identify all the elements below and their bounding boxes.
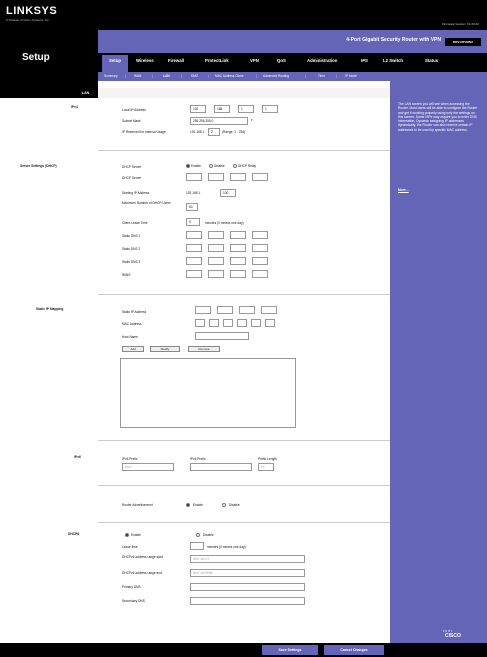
subtab-separator: | — [125, 74, 126, 78]
mac-address-label: MAC Address — [122, 322, 142, 326]
divider — [98, 485, 390, 486]
prefix-length-label: Prefix Length — [258, 457, 277, 461]
subtab-time[interactable]: Time — [318, 74, 325, 78]
subtab-separator: | — [208, 74, 209, 78]
router-adv-disable-radio[interactable] — [222, 503, 226, 507]
help-sidebar — [390, 81, 487, 643]
tab-vpn[interactable]: VPN — [250, 58, 259, 63]
primary-dns-label: Primary DNS — [122, 585, 141, 589]
local-ip-octet-4[interactable]: 1 — [262, 105, 278, 113]
local-ip-octet-2[interactable]: 168 — [214, 105, 230, 113]
local-ip-octet-3[interactable]: 1 — [238, 105, 254, 113]
section-title: Setup — [22, 52, 50, 63]
chevron-down-icon: ▾ — [251, 118, 253, 122]
dhcp6-disable-label: Disable — [203, 533, 214, 537]
static-ip-label: Static IP Address — [122, 310, 147, 314]
subtab-wan[interactable]: WAN — [134, 74, 142, 78]
lease-time-hint: minutes (0 means one day) — [205, 221, 244, 225]
dhcp6-section-label: DHCP6 — [68, 532, 80, 536]
static-ip-mapping-label: Static IP Mapping — [36, 307, 64, 311]
max-users-label: Maximum Number of DHCP Users — [122, 201, 171, 205]
subtab-separator: | — [305, 74, 306, 78]
model-badge: RRV140VMNU — [445, 38, 481, 46]
dhcp6-lease-input[interactable] — [190, 542, 204, 550]
divider — [98, 440, 390, 441]
start-ip-label: Starting IP Address — [122, 191, 150, 195]
dhcp-relay-radio[interactable] — [233, 164, 237, 168]
dhcp6-enable-label: Enable — [131, 533, 141, 537]
product-name: 4-Port Gigabit Security Router with VPN — [346, 37, 441, 43]
divider — [98, 150, 390, 151]
mac-octet-1[interactable] — [195, 319, 205, 327]
dhcp-server-octet-2[interactable] — [208, 173, 224, 181]
host-name-label: Host Name — [122, 335, 138, 339]
dhcp-server-octet-3[interactable] — [230, 173, 246, 181]
dhcp-disable-radio[interactable] — [209, 164, 213, 168]
subtab-advanced-routing[interactable]: Advanced Routing — [263, 74, 290, 78]
subtab-row — [98, 72, 487, 81]
subtab-ip-mode[interactable]: IP Mode — [345, 74, 357, 78]
subtab-separator: | — [181, 74, 182, 78]
divider — [98, 294, 390, 295]
content-header-band — [98, 88, 390, 98]
lease-time-input[interactable]: 0 — [186, 218, 200, 226]
dns3-octet-3[interactable] — [230, 257, 246, 265]
tab-firewall[interactable]: Firewall — [168, 58, 185, 63]
dns3-octet-2[interactable] — [208, 257, 224, 265]
secondary-dns-input[interactable] — [190, 597, 305, 605]
static-mapping-list[interactable] — [120, 358, 296, 428]
dhcp6-range-start-input[interactable]: fec0::ae:0:1 — [190, 555, 305, 563]
tab-wireless[interactable]: Wireless — [136, 58, 154, 63]
subtab-separator: | — [256, 74, 257, 78]
dns2-octet-3[interactable] — [230, 244, 246, 252]
wins-octet-3[interactable] — [230, 270, 246, 278]
dns1-octet-3[interactable] — [230, 231, 246, 239]
static-ip-octet-1[interactable] — [195, 306, 211, 314]
router-adv-label: Router Advertisement — [122, 503, 153, 507]
wins-octet-1[interactable] — [186, 270, 202, 278]
wins-label: WINS — [122, 273, 131, 277]
subnet-mask-label: Subnet Mask — [122, 119, 141, 123]
dhcp6-range-start-label: DHCPv6 address range start — [122, 555, 163, 559]
tab-l2-switch[interactable]: L2 Switch — [383, 58, 404, 63]
static-dns-3-label: Static DNS 3 — [122, 260, 141, 264]
prefix-length-input[interactable]: 64 — [258, 463, 274, 471]
secondary-dns-label: Secondary DNS — [122, 599, 145, 603]
static-dns-2-label: Static DNS 2 — [122, 247, 141, 251]
dhcp-enable-label: Enable — [191, 164, 201, 168]
mac-octet-5[interactable] — [251, 319, 261, 327]
modify-button[interactable]: Modify — [150, 346, 180, 352]
dhcp6-range-end-input[interactable]: fec0::ae:fff:fffe — [190, 569, 305, 577]
subtab-dmz[interactable]: DMZ — [191, 74, 198, 78]
dns1-octet-1[interactable] — [186, 231, 202, 239]
router-adv-disable-label: Disable — [229, 503, 240, 507]
start-ip-prefix: 192.168.1. — [186, 191, 202, 195]
dhcp6-lease-label: Lease time — [122, 545, 138, 549]
wins-octet-4[interactable] — [252, 270, 268, 278]
lease-time-label: Client Lease Time — [122, 221, 148, 225]
static-dns-1-label: Static DNS 1 — [122, 234, 141, 238]
subtab-summary[interactable]: Summary — [104, 74, 118, 78]
static-ip-octet-4[interactable] — [261, 306, 277, 314]
firmware-version: Firmware Version: V1.00.02 — [441, 22, 479, 26]
remove-button[interactable]: Remove — [188, 346, 220, 352]
static-ip-octet-2[interactable] — [217, 306, 233, 314]
max-users-input[interactable]: 50 — [186, 203, 198, 211]
host-name-input[interactable] — [195, 332, 249, 340]
dhcp6-enable-radio[interactable] — [125, 533, 129, 537]
top-bar — [0, 0, 487, 30]
dns1-octet-2[interactable] — [208, 231, 224, 239]
cisco-logo: CISCO — [445, 633, 461, 639]
dhcp-enable-radio[interactable] — [186, 164, 190, 168]
subtab-separator: | — [336, 74, 337, 78]
dhcp6-range-end-label: DHCPv6 address range end — [122, 571, 162, 575]
dhcp-server-octet-1[interactable] — [186, 173, 202, 181]
local-ip-octet-1[interactable]: 192 — [190, 105, 206, 113]
help-text: The LAN screen you will see when accessing the Router. Most users will be able to configure the Router and get it working properly using only the settings on this screen. Some ISPs may require you to enter DNS information. Dynamic assigning IP addresses dynamically; the Router can also reserve certain IP addresses to be used by specific MAC address. — [398, 102, 478, 132]
subtab-separator: | — [152, 74, 153, 78]
dhcp6-disable-radio[interactable] — [196, 533, 200, 537]
dhcp-server-mode-label: DHCP Server — [122, 165, 142, 169]
tab-qos[interactable]: QoS — [277, 58, 286, 63]
reserved-ip-label: IP Reserved for Internal Usage — [122, 130, 166, 134]
router-adv-enable-label: Enable — [193, 503, 203, 507]
cisco-bars-icon: ılıılı — [443, 628, 453, 633]
dns3-octet-4[interactable] — [252, 257, 268, 265]
dns3-octet-1[interactable] — [186, 257, 202, 265]
more-link[interactable]: More... — [398, 188, 409, 192]
ipv6-prefix-label: IPv6 Prefix — [122, 457, 138, 461]
reserved-ip-input[interactable]: 2 — [208, 128, 220, 136]
mac-octet-4[interactable] — [237, 319, 247, 327]
dns2-octet-2[interactable] — [208, 244, 224, 252]
subnet-mask-select[interactable]: 255.255.255.0 — [190, 117, 248, 125]
linksys-logo: LINKSYS — [6, 5, 58, 17]
left-column — [0, 88, 98, 643]
static-ip-octet-3[interactable] — [239, 306, 255, 314]
dns2-octet-1[interactable] — [186, 244, 202, 252]
mac-octet-6[interactable] — [265, 319, 275, 327]
tab-administration[interactable]: Administration — [307, 58, 338, 63]
local-ip-label: Local IP Address — [122, 108, 146, 112]
dhcp-relay-label: DHCP Relay — [238, 164, 257, 168]
dns2-octet-4[interactable] — [252, 244, 268, 252]
add-button[interactable]: Add — [122, 346, 144, 352]
ipv4-section-label: IPv4 — [71, 105, 78, 109]
dhcp-server-octet-4[interactable] — [252, 173, 268, 181]
dns1-octet-4[interactable] — [252, 231, 268, 239]
cancel-changes-button[interactable]: Cancel Changes — [324, 645, 384, 655]
ipv6-prefix-2-input[interactable] — [190, 463, 252, 471]
dhcp-disable-label: Disable — [214, 164, 225, 168]
start-ip-input[interactable]: 100 — [220, 189, 236, 197]
subtab-mac-clone[interactable]: MAC Address Clone — [215, 74, 244, 78]
dhcp6-lease-hint: minutes (0 means one day) — [207, 545, 246, 549]
primary-dns-input[interactable] — [190, 583, 305, 591]
divider — [98, 522, 390, 523]
reserved-ip-prefix: 192.168.1. — [190, 130, 206, 134]
router-adv-enable-radio[interactable] — [186, 503, 190, 507]
ipv6-section-label: IPv6 — [74, 455, 81, 459]
mac-octet-3[interactable] — [223, 319, 233, 327]
ipv6-prefix-input[interactable]: fec0:: — [122, 463, 174, 471]
logo-subtitle: A Division of Cisco Systems, Inc. — [6, 18, 50, 22]
mac-octet-2[interactable] — [209, 319, 219, 327]
ipv6-prefix-2-label: IPv6 Prefix — [190, 457, 206, 461]
dhcp-server-ip-label: DHCP Server — [122, 176, 142, 180]
reserved-ip-range: (Range: 1 - 254) — [222, 130, 246, 134]
save-settings-button[interactable]: Save Settings — [262, 645, 318, 655]
lan-heading: LAN — [82, 91, 90, 95]
footer-bar — [0, 643, 487, 657]
tab-setup[interactable]: Setup — [102, 55, 128, 72]
wins-octet-2[interactable] — [208, 270, 224, 278]
tab-ips[interactable]: IPS — [361, 58, 368, 63]
subtab-lan[interactable]: LAN — [163, 74, 170, 78]
server-settings-label: Server Settings (DHCP) — [20, 164, 57, 168]
tab-status[interactable]: Status — [425, 58, 439, 63]
tab-protectlink[interactable]: ProtectLink — [205, 58, 229, 63]
